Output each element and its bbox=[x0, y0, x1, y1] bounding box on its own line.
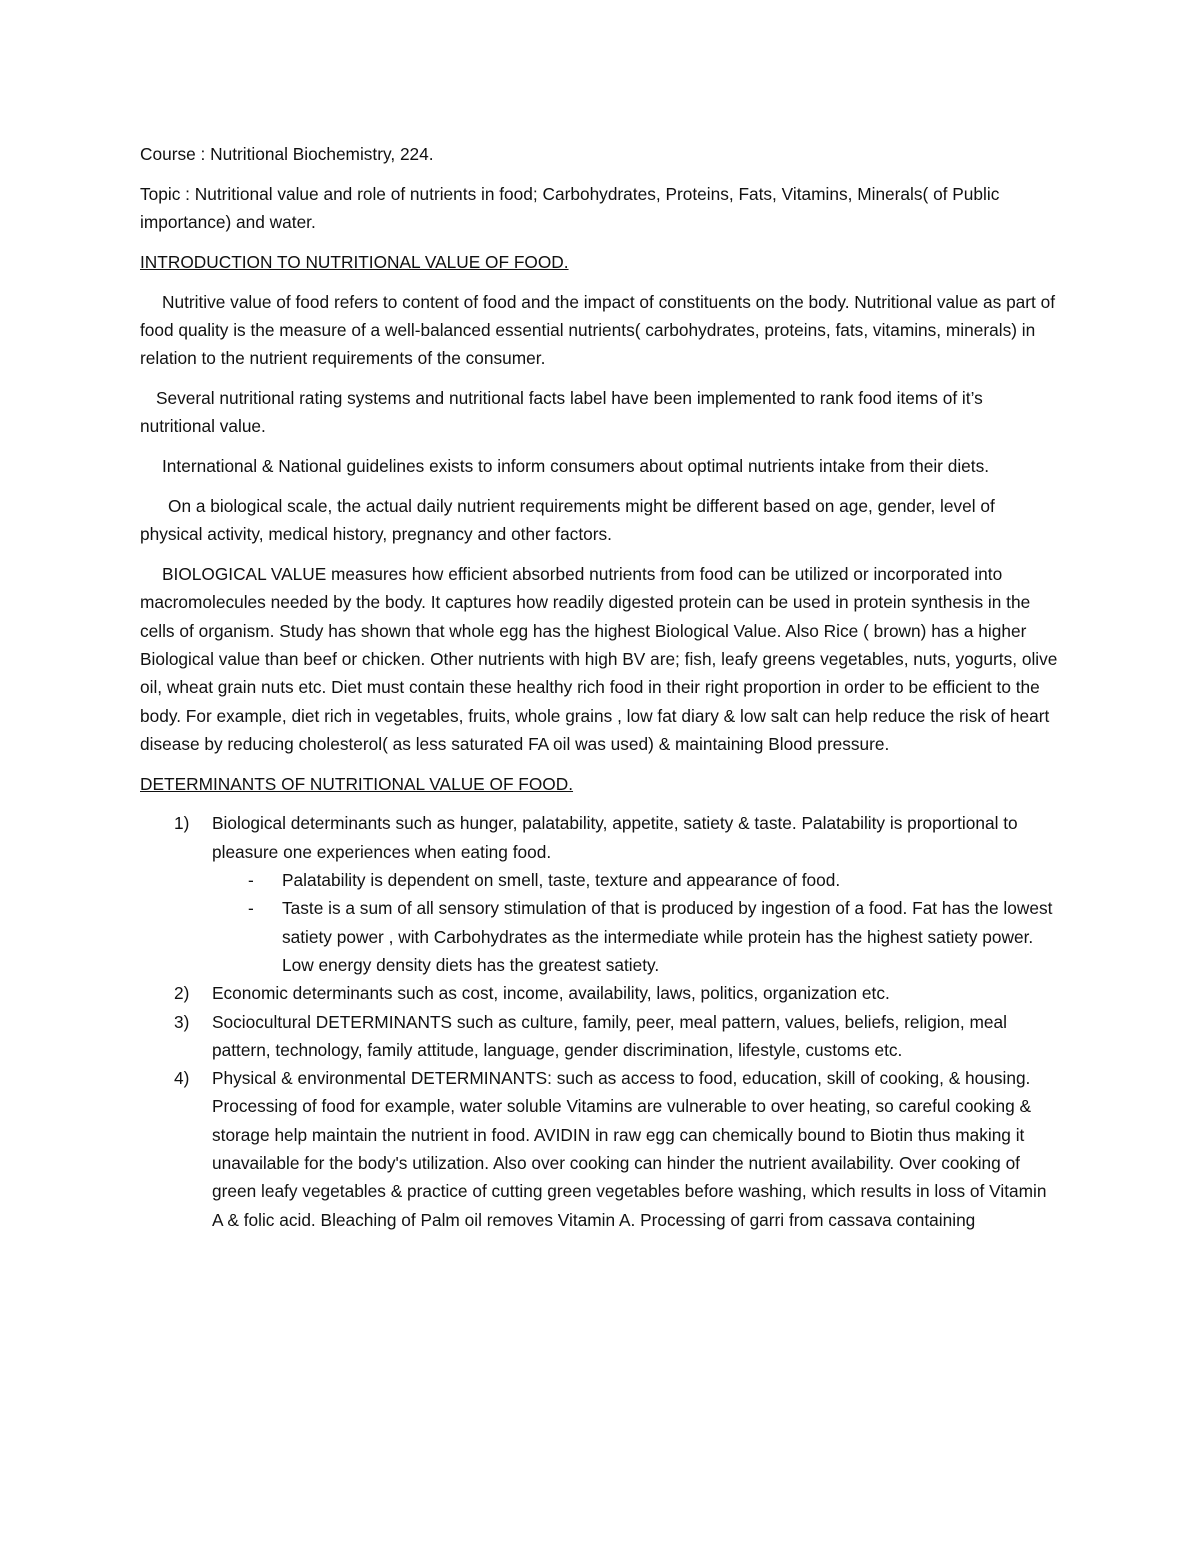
list-item bbox=[140, 1064, 1060, 1234]
determinants-heading: DETERMINANTS OF NUTRITIONAL VALUE OF FOOD. bbox=[140, 773, 574, 794]
dash-bullet: - bbox=[248, 870, 254, 891]
biological-value-paragraph: BIOLOGICAL VALUE measures how efficient absorbed nutrients from food can be utilized or incorporated into macromolecules needed by the body. It captures how readily digested protein can be used in protein synthesis in the cells of organism. Study has shown that whole egg has the highest Biological Value. Also Rice ( brown) has a higher Biological value than beef or chicken. Other nutrients with high BV are; fish, leafy greens vegetables, nuts, yogurts, olive oil, wheat grain nuts etc. Diet must contain these healthy rich food in their right proportion in order to be efficient to the body. For example, diet rich in vegetables, fruits, whole grains , low fat diary & low salt can help reduce the risk of heart disease by reducing cholesterol( as less saturated FA oil was used) & maintaining Blood pressure. bbox=[140, 564, 1058, 754]
list-number: 1) bbox=[174, 813, 190, 834]
list-item-text: Economic determinants such as cost, income, availability, laws, politics, organization etc. bbox=[212, 983, 890, 1004]
intro-paragraph: On a biological scale, the actual daily nutrient requirements might be different based on age, gender, level of physical activity, medical history, pregnancy and other factors. bbox=[140, 495, 995, 545]
list-number: 4) bbox=[174, 1068, 190, 1089]
list-item-text: Biological determinants such as hunger, palatability, appetite, satiety & taste. Palatability is proportional to pleasure one experiences when eating food. bbox=[212, 813, 1018, 862]
dash-bullet: - bbox=[248, 898, 254, 919]
intro-heading: INTRODUCTION TO NUTRITIONAL VALUE OF FOOD. bbox=[140, 251, 569, 272]
list-number: 2) bbox=[174, 983, 190, 1004]
list-item bbox=[140, 1008, 1060, 1065]
list-item bbox=[140, 809, 1060, 979]
list-item-text: Sociocultural DETERMINANTS such as culture, family, peer, meal pattern, values, beliefs, religion, meal pattern, technology, family attitude, language, gender discrimination, lifestyle, customs etc. bbox=[212, 1011, 1007, 1060]
intro-paragraph: Nutritive value of food refers to content of food and the impact of constituents on the body. Nutritional value as part of food quality is the measure of a well-balanced essential nutrients( carbohydrates, proteins, fats, vitamins, minerals) in relation to the nutrient requirements of the consumer. bbox=[140, 291, 1056, 369]
determinants-list bbox=[140, 809, 1060, 1233]
sub-list-item-text: Taste is a sum of all sensory stimulation of that is produced by ingestion of a food. Fat has the lowest satiety power , with Carbohydrates as the intermediate while protein has the highest satiety power. Low energy density diets has the greatest satiety. bbox=[282, 898, 1053, 975]
sub-list-item-text: Palatability is dependent on smell, taste, texture and appearance of food. bbox=[282, 870, 841, 891]
list-item-text: Physical & environmental DETERMINANTS: such as access to food, education, skill of cooking, & housing. Processing of food for example, water soluble Vitamins are vulnerable to over heating, so careful cooking & storage help maintain the nutrient in food. AVIDIN in raw egg can chemically bound to Biotin thus making it unavailable for the body's utilization. Also over cooking can hinder the nutrient availability. Over cooking of green leafy vegetables & practice of cutting green vegetables before washing, which results in loss of Vitamin A & folic acid. Bleaching of Palm oil removes Vitamin A. Processing of garri from cassava containing bbox=[212, 1068, 1047, 1230]
intro-paragraph: International & National guidelines exists to inform consumers about optimal nutrients intake from their diets. bbox=[162, 456, 990, 477]
topic-line: Topic : Nutritional value and role of nutrients in food; Carbohydrates, Proteins, Fats, Vitamins, Minerals( of Public importance) and water. bbox=[140, 183, 1000, 233]
course-line: Course : Nutritional Biochemistry, 224. bbox=[140, 144, 434, 164]
intro-paragraph: Several nutritional rating systems and nutritional facts label have been implemented to rank food items of it’s nutritional value. bbox=[140, 388, 983, 437]
list-number: 3) bbox=[174, 1011, 190, 1032]
sub-list-item bbox=[140, 866, 1060, 894]
sub-list-item bbox=[140, 894, 1060, 979]
list-item bbox=[140, 979, 1060, 1007]
sub-list bbox=[212, 866, 1060, 979]
document-page bbox=[140, 140, 1060, 1234]
